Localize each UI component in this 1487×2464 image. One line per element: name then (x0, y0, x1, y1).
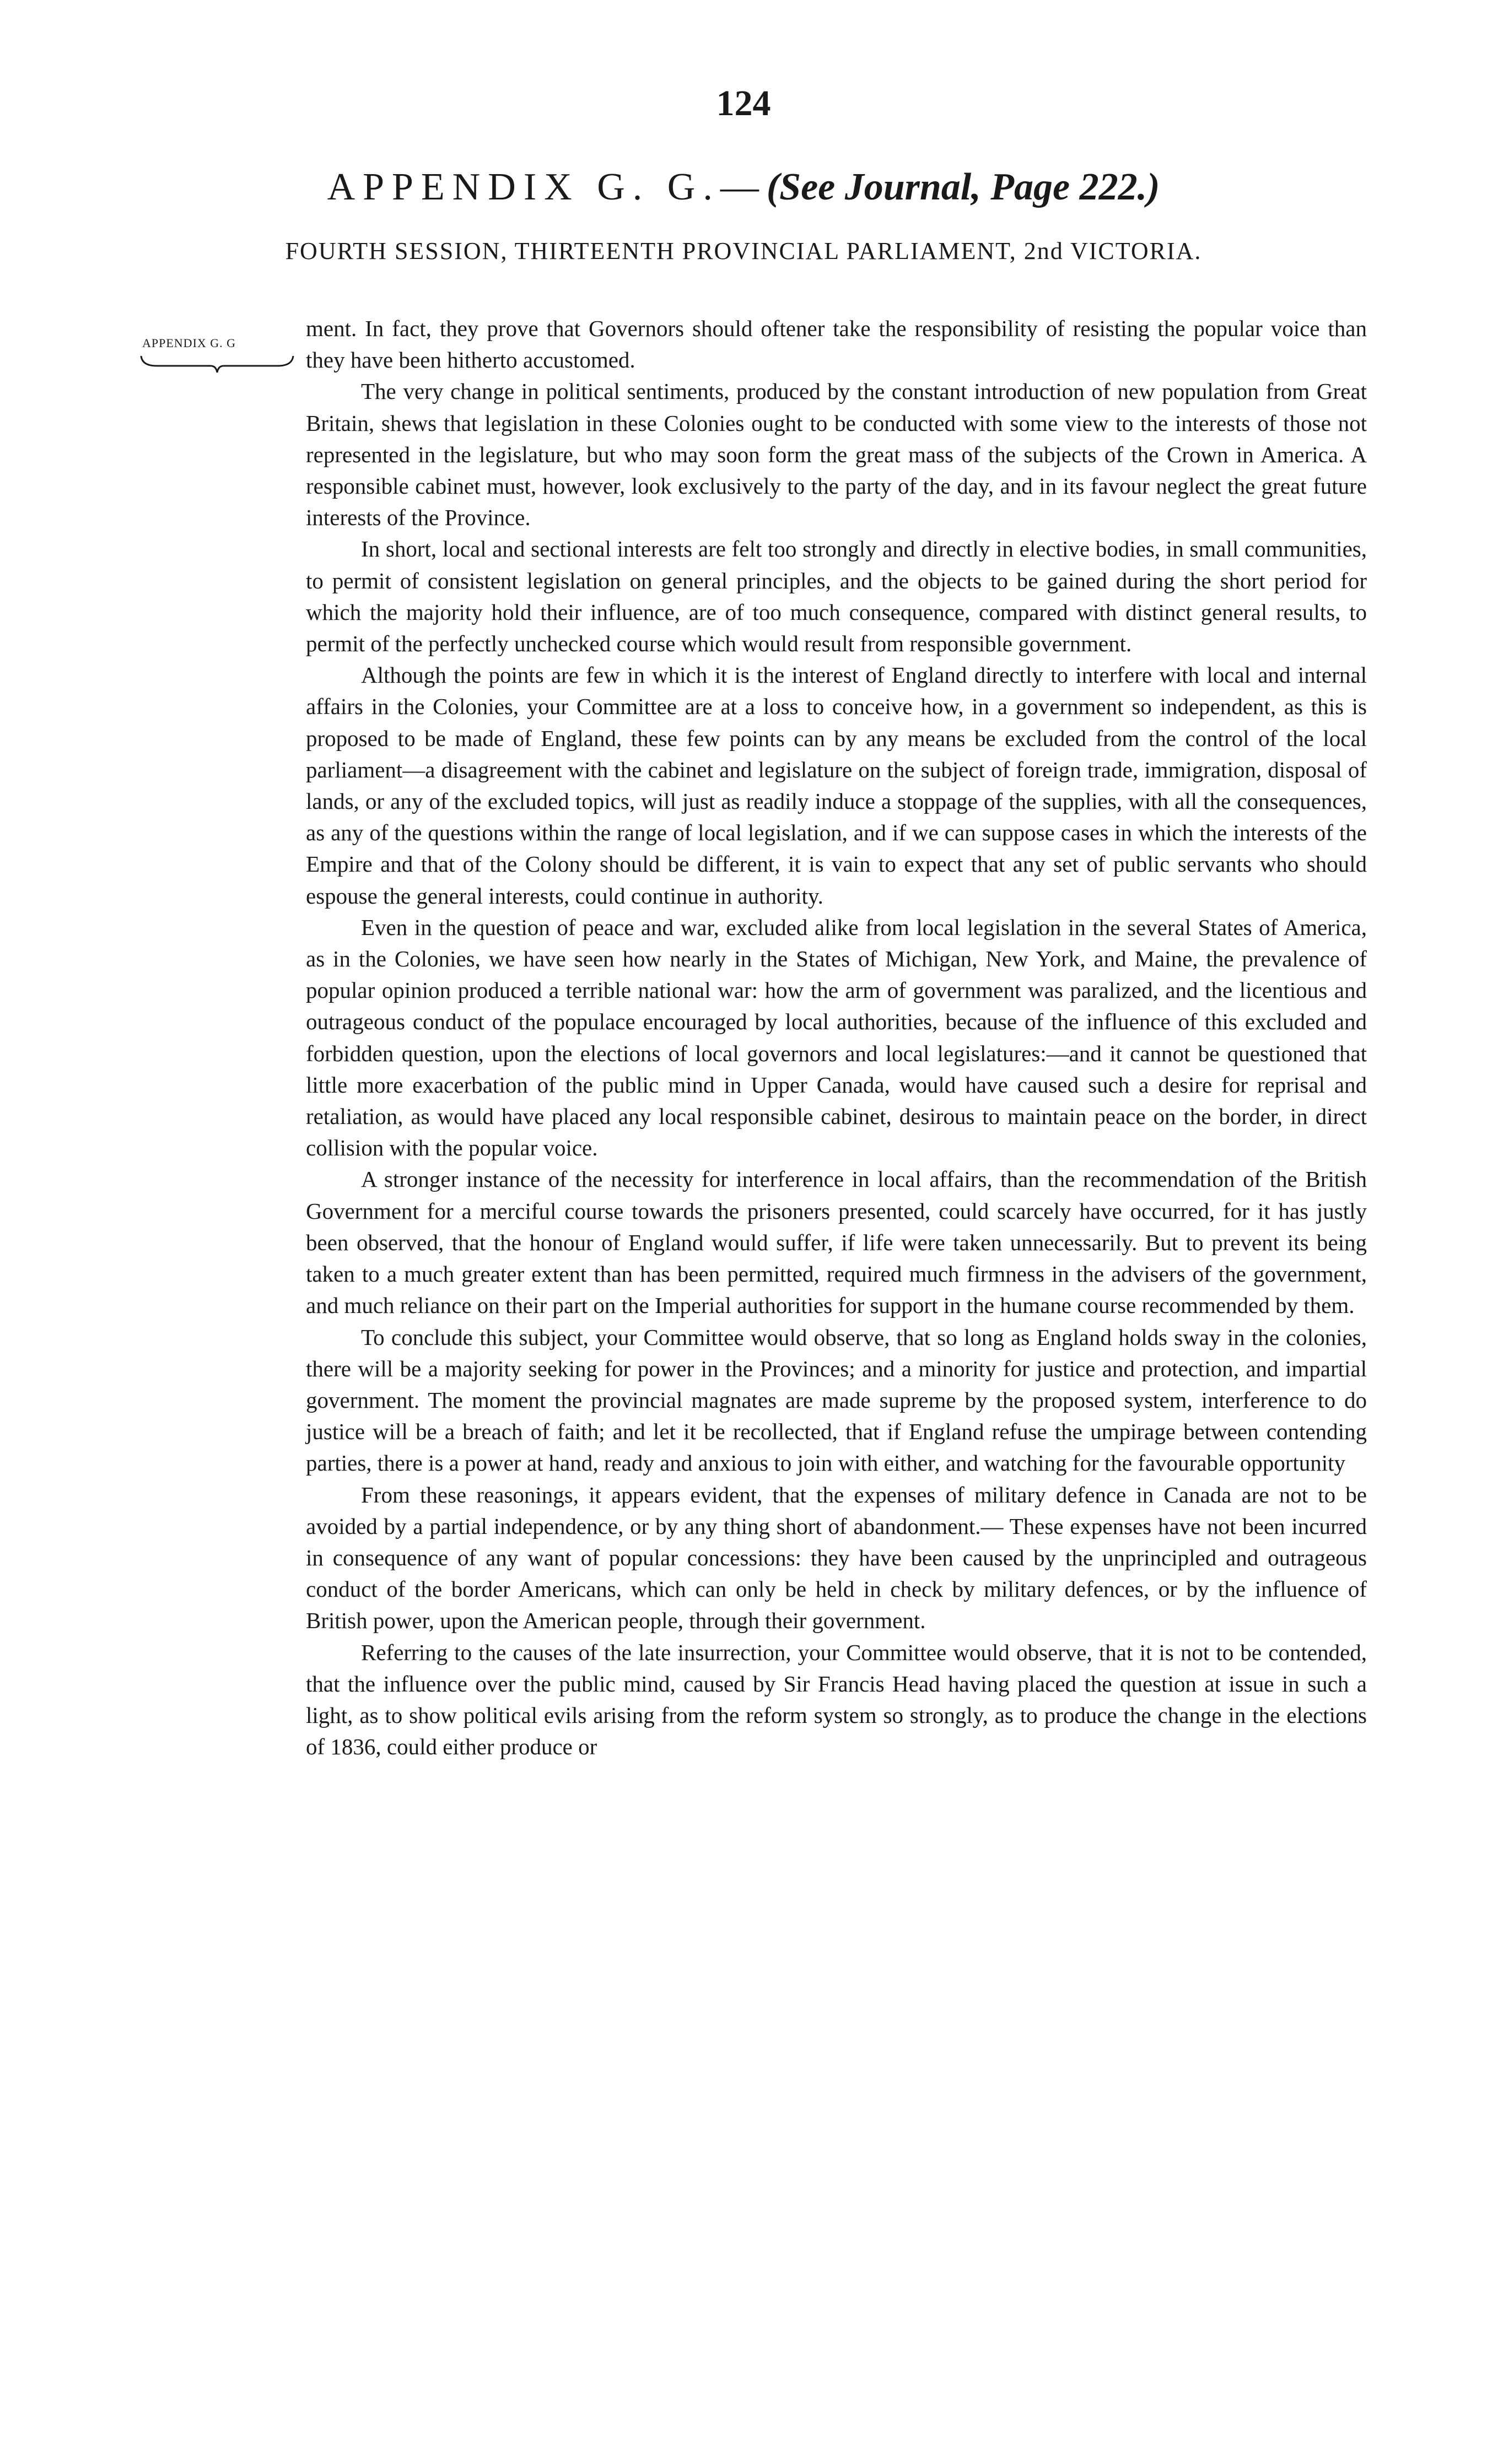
margin-brace-icon (140, 354, 294, 374)
journal-reference: (See Journal, Page 222.) (766, 166, 1160, 208)
paragraph-8: From these reasonings, it appears evident, that the expenses of military defence in Canada are not to be avoided by a partial independence, or by any thing short of abandonment.— These expenses have not been incurred in consequence of any want of popular concessions: they have been caused by the unprincipled and outrageous conduct of the border Americans, which can only be held in check by military defences, or by the influence of British power, upon the American people, through their government. (306, 1482, 1367, 1634)
margin-note: APPENDIX G. G (142, 336, 236, 350)
paragraph-7: To conclude this subject, your Committee would observe, that so long as England holds sway in the colonies, there will be a majority seeking for power in the Provinces; and a minority for justice and protection, and impartial government. The moment the provincial magnates are made supreme by the proposed system, interference to do justice will be a breach of faith; and let it be recollected, that if England refuse the umpirage between contending parties, there is a power at hand, ready and anxious to join with either, and watching for the favourable opportunity (306, 1324, 1367, 1476)
appendix-heading (0, 165, 1487, 209)
paragraph-3: In short, local and sectional interests are felt too strongly and directly in elective bodies, in small communities, to permit of consistent legislation on general principles, and the objects to be gained during the short period for which the majority hold their influence, are of too much consequence, compared with distinct general results, to permit of the perfectly unchecked course which would result from responsible government. (306, 536, 1367, 657)
paragraph-1: ment. In fact, they prove that Governors should oftener take the responsibility of resisting the popular voice than they have been hitherto accustomed. (306, 316, 1367, 373)
paragraph-4: Although the points are few in which it is the interest of England directly to interfere with local and internal affairs in the Colonies, your Committee are at a loss to conceive how, in a government so independent, as this is proposed to be made of England, these few points can by any means be excluded from the control of the local parliament—a disagreement with the cabinet and legislature on the subject of foreign trade, immigration, disposal of lands, or any of the excluded topics, will just as readily induce a stoppage of the supplies, with all the consequences, as any of the questions within the range of local legislation, and if we can suppose cases in which the interests of the Empire and that of the Colony should be different, it is vain to expect that any set of public servants who should espouse the general interests, could continue in authority. (306, 662, 1367, 909)
session-title: FOURTH SESSION, THIRTEENTH PROVINCIAL PARLIAMENT, 2nd VICTORIA. (285, 237, 1202, 264)
page-number: 124 (716, 83, 771, 123)
paragraph-5: Even in the question of peace and war, excluded alike from local legislation in the several States of America, as in the Colonies, we have seen how nearly in the States of Michigan, New York, and Maine, the prevalence of popular opinion produced a terrible national war: how the arm of government was paralized, and the licentious and outrageous conduct of the populace encouraged by local authorities, because of the influence of this excluded and forbidden question, upon the elections of local governors and local legislatures:—and it cannot be questioned that little more exacerbation of the public mind in Upper Canada, would have caused such a desire for reprisal and retaliation, as would have placed any local responsible cabinet, desirous to maintain peace on the border, in direct collision with the popular voice. (306, 914, 1367, 1161)
body-text (306, 313, 1367, 1763)
paragraph-9: Referring to the causes of the late insurrection, your Committee would observe, that it is not to be contended, that the influence over the public mind, caused by Sir Francis Head having placed the question at issue in such a light, as to show political evils arising from the reform system so strongly, as to produce the change in the elections of 1836, could either produce or (306, 1639, 1367, 1760)
paragraph-2: The very change in political sentiments, produced by the constant introduction of new population from Great Britain, shews that legislation in these Colonies ought to be conducted with some view to the interests of those not represented in the legislature, but who may soon form the great mass of the subjects of the Crown in America. A responsible cabinet must, however, look exclusively to the party of the day, and in its favour neglect the great future interests of the Province. (306, 379, 1367, 531)
appendix-label: APPENDIX G. G.— (327, 166, 767, 208)
paragraph-6: A stronger instance of the necessity for interference in local affairs, than the recommendation of the British Government for a merciful course towards the prisoners presented, could scarcely have occurred, for it has justly been observed, that the honour of England would suffer, if life were taken unnecessarily. But to prevent its being taken to a much greater extent than has been permitted, required much firmness in the advisers of the government, and much reliance on their part on the Imperial authorities for support in the humane course recommended by them. (306, 1166, 1367, 1319)
